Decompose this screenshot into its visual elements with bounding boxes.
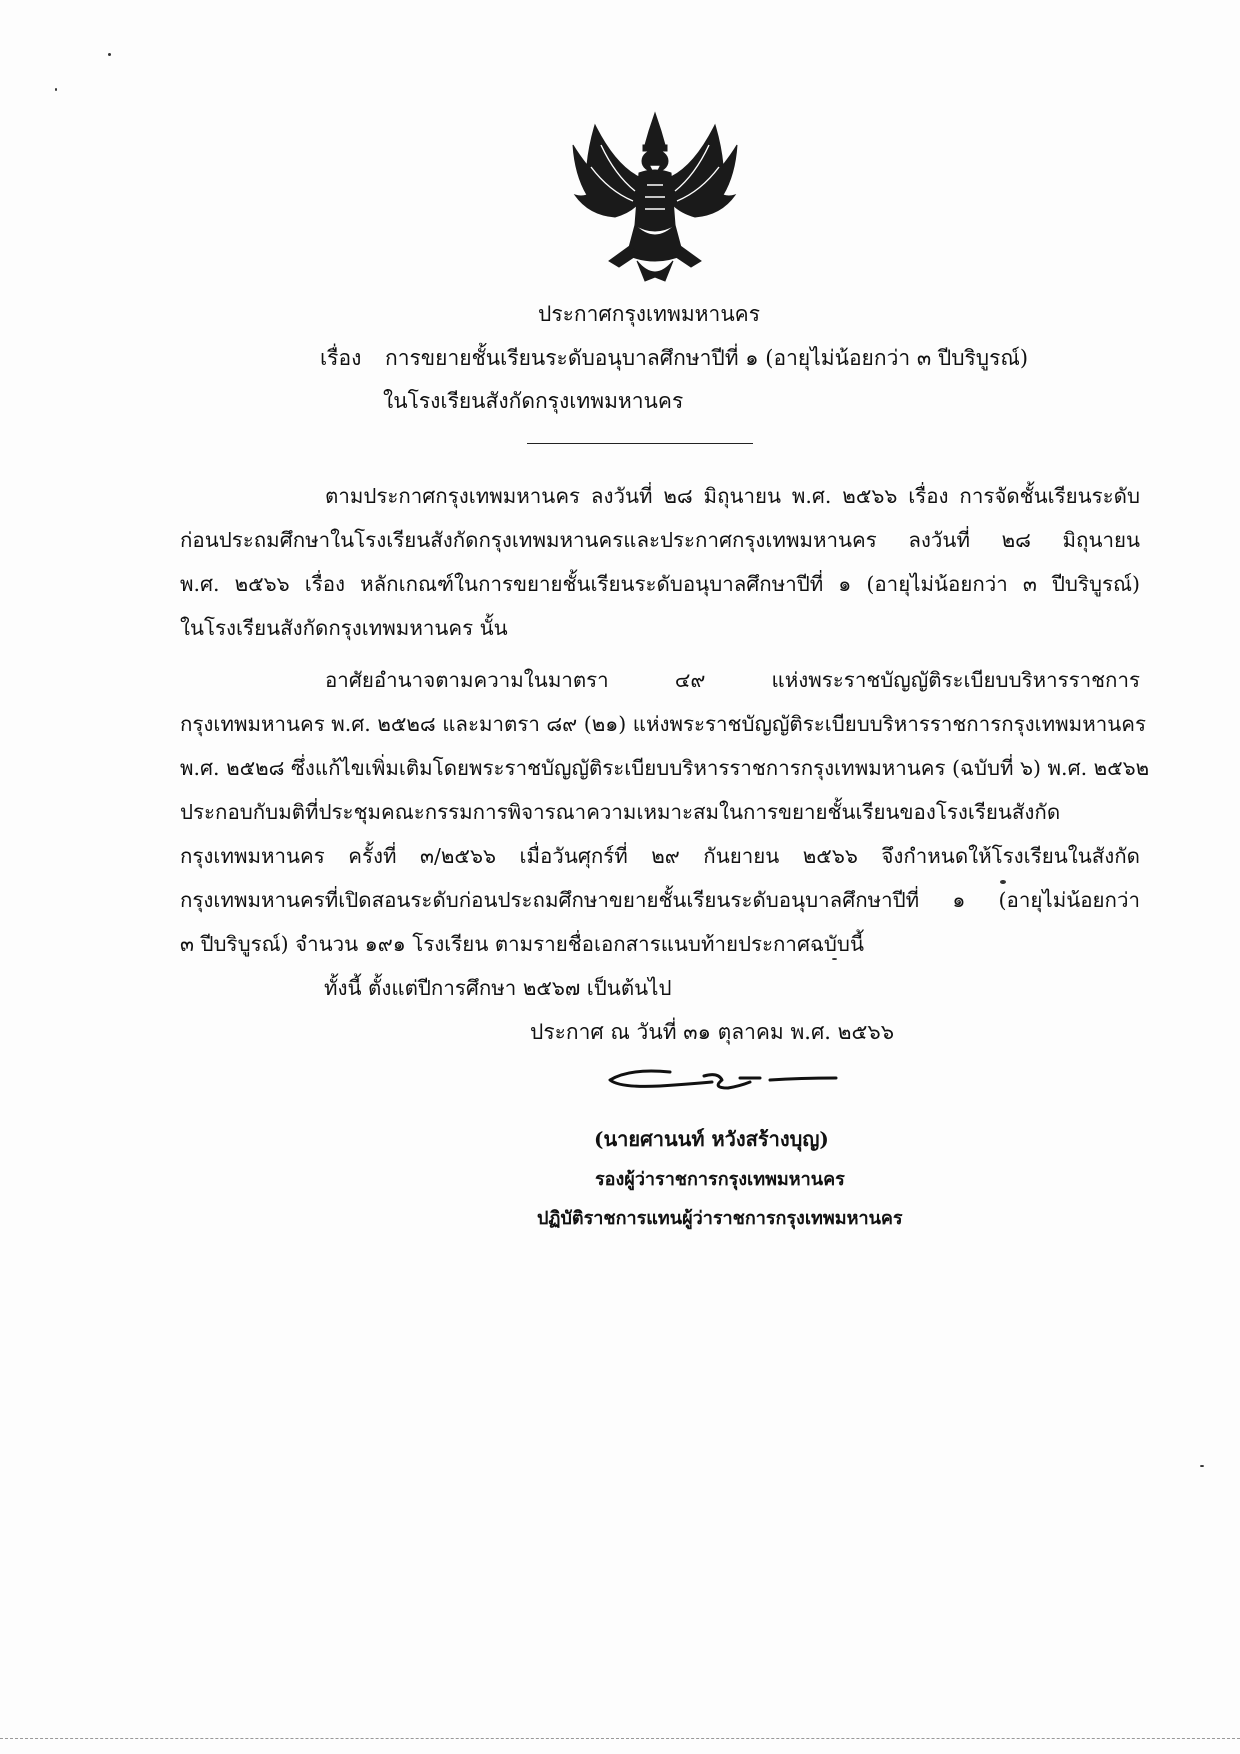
- scan-speck: [108, 53, 111, 56]
- paragraph-2-line: ประกอบกับมติที่ประชุมคณะกรรมการพิจารณาความเหมาะสมในการขยายชั้นเรียนของโรงเรียนสังกัด: [180, 800, 1061, 824]
- subject-label: เรื่อง: [320, 346, 362, 370]
- signatory-position: รองผู้ว่าราชการกรุงเทพมหานคร: [595, 1169, 845, 1190]
- scan-speck: [1200, 1465, 1204, 1467]
- paragraph-2-line: อาศัยอำนาจตามความในมาตรา ๔๙ แห่งพระราชบัญญัติระเบียบบริหารราชการ: [325, 668, 1140, 692]
- paragraph-2-line: กรุงเทพมหานคร ครั้งที่ ๓/๒๕๖๖ เมื่อวันศุกร์ที่ ๒๙ กันยายน ๒๕๖๖ จึงกำหนดให้โรงเรียนในสังกัด: [180, 844, 1140, 868]
- paragraph-2-line: กรุงเทพมหานคร พ.ศ. ๒๕๒๘ และมาตรา ๘๙ (๒๑) แห่งพระราชบัญญัติระเบียบบริหารราชการกรุงเทพมหานคร: [180, 712, 1146, 736]
- scan-bottom-edge: [0, 1738, 1240, 1739]
- garuda-emblem-icon: [565, 105, 745, 285]
- document-title: ประกาศกรุงเทพมหานคร: [538, 302, 760, 326]
- paragraph-3: ทั้งนี้ ตั้งแต่ปีการศึกษา ๒๕๖๗ เป็นต้นไป: [324, 976, 672, 1000]
- paragraph-2-line: กรุงเทพมหานครที่เปิดสอนระดับก่อนประถมศึกษาขยายชั้นเรียนระดับอนุบาลศึกษาปีที่ ๑ (อายุไม่น้อยกว่า: [180, 888, 1140, 912]
- paragraph-1-line: พ.ศ. ๒๕๖๖ เรื่อง หลักเกณฑ์ในการขยายชั้นเรียนระดับอนุบาลศึกษาปีที่ ๑ (อายุไม่น้อยกว่า ๓ ปีบริบูรณ์): [180, 572, 1140, 596]
- announcement-date: ประกาศ ณ วันที่ ๓๑ ตุลาคม พ.ศ. ๒๕๖๖: [530, 1020, 895, 1044]
- handwritten-signature-icon: [600, 1058, 840, 1108]
- paragraph-2-line: พ.ศ. ๒๕๒๘ ซึ่งแก้ไขเพิ่มเติมโดยพระราชบัญญัติระเบียบบริหารราชการกรุงเทพมหานคร (ฉบับที่ ๖) พ.ศ. ๒๕๖๒: [180, 756, 1150, 780]
- scan-speck: [55, 88, 57, 91]
- paragraph-2-line: ๓ ปีบริบูรณ์) จำนวน ๑๙๑ โรงเรียน ตามรายชื่อเอกสารแนบท้ายประกาศฉบับนี้: [180, 932, 864, 956]
- paragraph-1-line: ตามประกาศกรุงเทพมหานคร ลงวันที่ ๒๘ มิถุนายน พ.ศ. ๒๕๖๖ เรื่อง การจัดชั้นเรียนระดับ: [325, 484, 1140, 508]
- paragraph-1-line: ก่อนประถมศึกษาในโรงเรียนสังกัดกรุงเทพมหานครและประกาศกรุงเทพมหานคร ลงวันที่ ๒๘ มิถุนายน: [180, 528, 1140, 552]
- subject-line-1: การขยายชั้นเรียนระดับอนุบาลศึกษาปีที่ ๑ (อายุไม่น้อยกว่า ๓ ปีบริบูรณ์): [385, 346, 1029, 370]
- signatory-acting-position: ปฏิบัติราชการแทนผู้ว่าราชการกรุงเทพมหานคร: [537, 1208, 903, 1229]
- subject-line-2: ในโรงเรียนสังกัดกรุงเทพมหานคร: [383, 389, 684, 413]
- title-divider: [527, 443, 753, 444]
- scan-speck: [1000, 880, 1006, 884]
- paragraph-1-line: ในโรงเรียนสังกัดกรุงเทพมหานคร นั้น: [180, 616, 508, 640]
- signatory-name: (นายศานนท์ หวังสร้างบุญ): [594, 1127, 829, 1151]
- scan-speck: [832, 958, 837, 960]
